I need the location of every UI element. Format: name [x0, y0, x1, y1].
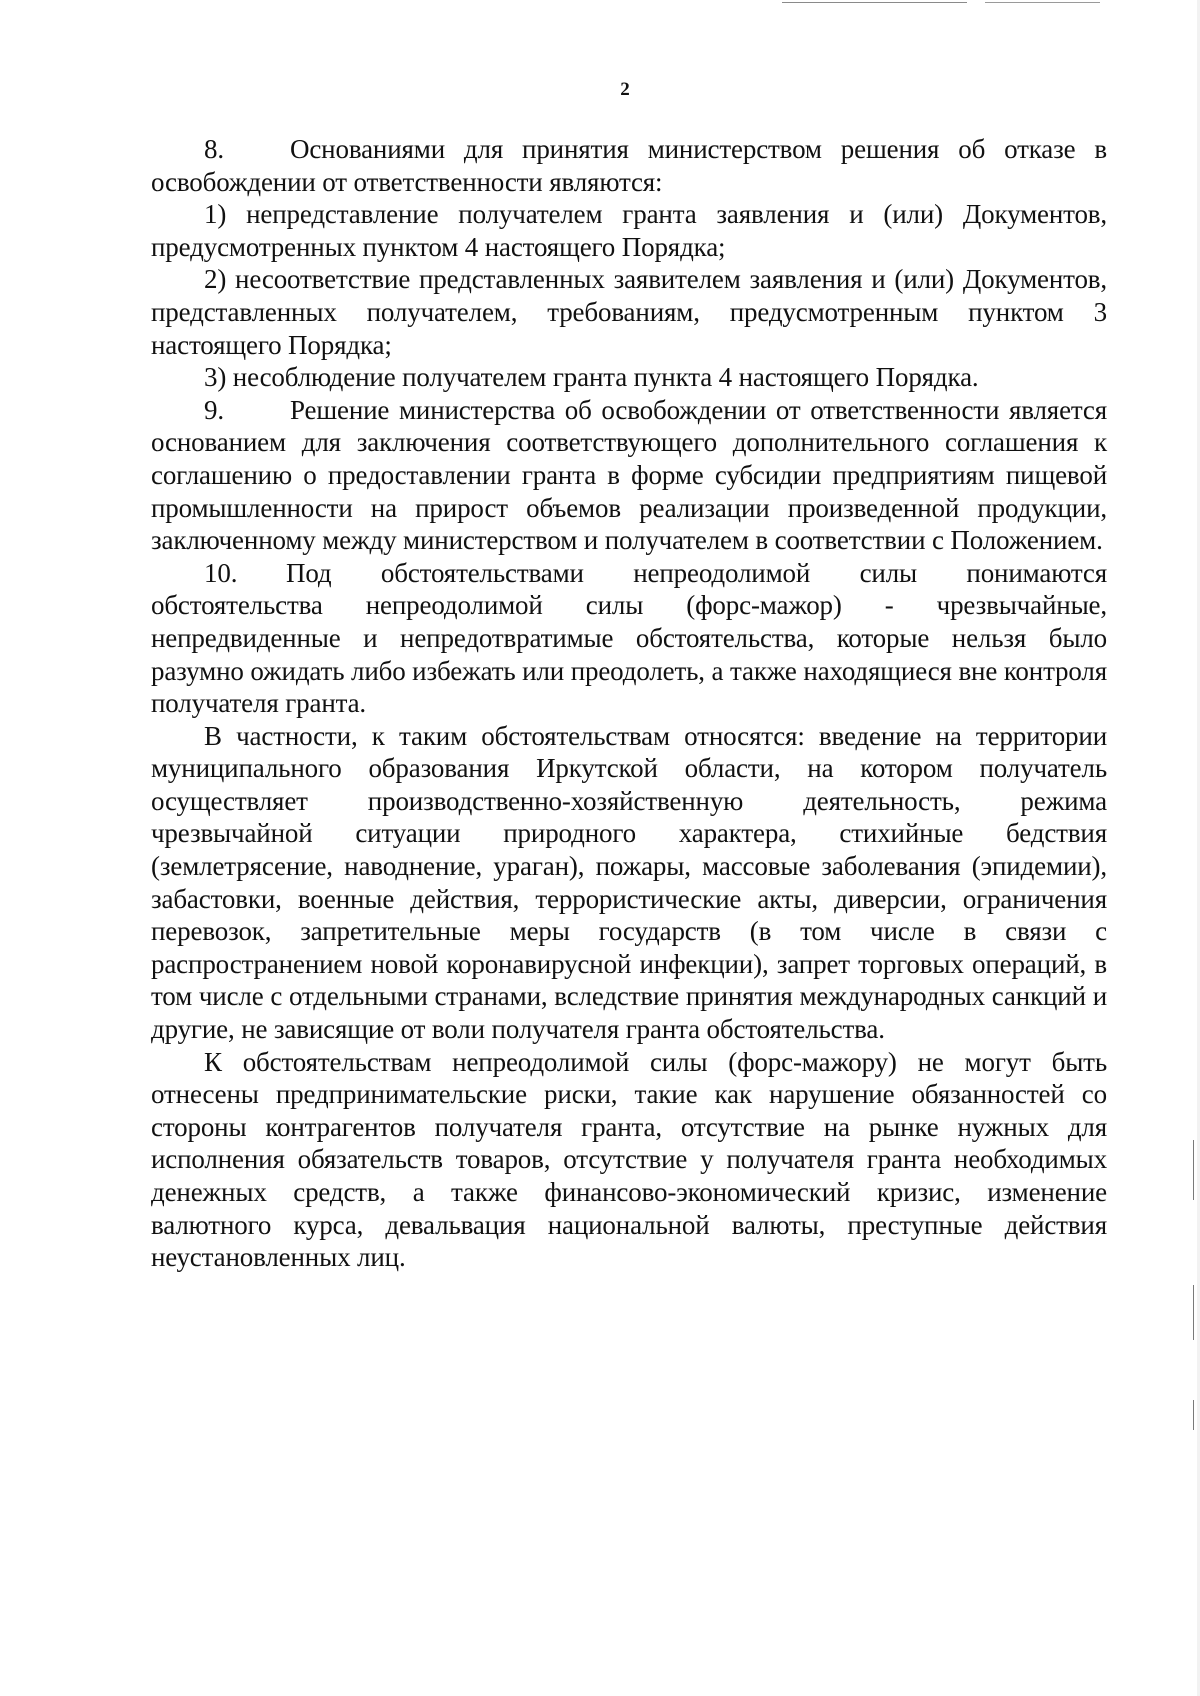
paragraph-8-item-2: 2) несоответствие представленных заявителем заявления и (или) Документов, представленных получателем, требованиям, предусмотренным пунктом 3 настоящего Порядка;	[151, 264, 1107, 360]
paragraph-text: Основаниями для принятия министерством решения об отказе в освобождении от ответственности являются:	[151, 134, 1107, 197]
paragraph-8-item-3: 3) несоблюдение получателем гранта пункта 4 настоящего Порядка.	[204, 362, 979, 393]
paragraph-8-item-1: 1) непредставление получателем гранта заявления и (или) Документов, предусмотренных пунктом 4 настоящего Порядка;	[151, 199, 1107, 262]
paragraph-number: 9.	[204, 394, 224, 425]
paragraph-number: 8.	[204, 134, 224, 164]
paragraph-10	[151, 557, 1107, 720]
scan-artifact-top-line	[985, 2, 1100, 3]
page-number: 2	[620, 79, 630, 100]
paragraph-number: 10.	[204, 557, 238, 588]
scan-artifact-right-mark	[1193, 1140, 1194, 1200]
paragraph-10-detail: В частности, к таким обстоятельствам относятся: введение на территории муниципального образования Иркутской области, на котором получатель осуществляет производственно-хозяйственную деятельность, режима чрезвычайной ситуации природного характера, стихийные бедствия (землетрясение, наводнение, ураган), пожары, массовые заболевания (эпидемии), забастовки, военные действия, террористические акты, диверсии, ограничения перевозок, запретительные меры государств (в том числе в связи с распространением новой коронавирусной инфекции), запрет торговых операций, в том числе с отдельными странами, вследствие принятия международных санкций и другие, не зависящие от воли получателя гранта обстоятельства.	[151, 720, 1107, 1045]
paragraph-text: Решение министерства об освобождении от ответственности является основанием для заключения соответствующего дополнительного соглашения к соглашению о предоставлении гранта в форме субсидии предприятиям пищевой промышленности на прирост объемов реализации произведенной продукции, заключенному между министерством и получателем в соответствии с Положением.	[151, 394, 1107, 556]
scan-artifact-right-mark	[1193, 1285, 1194, 1340]
document-body	[151, 133, 1107, 1274]
scan-artifact-top-line	[782, 2, 967, 3]
scan-artifact-right-mark	[1193, 1400, 1194, 1430]
paragraph-9	[151, 394, 1107, 557]
paragraph-8	[151, 133, 1107, 198]
paragraph-10-exclusions: К обстоятельствам непреодолимой силы (форс-мажору) не могут быть отнесены предпринимательские риски, такие как нарушение обязанностей со стороны контрагентов получателя гранта, отсутствие на рынке нужных для исполнения обязательств товаров, отсутствие у получателя гранта необходимых денежных средств, а также финансово-экономический кризис, изменение валютного курса, девальвация национальной валюты, преступные действия неустановленных лиц.	[151, 1046, 1107, 1273]
paragraph-text: Под обстоятельствами непреодолимой силы понимаются обстоятельства непреодолимой силы (форс-мажор) - чрезвычайные, непредвиденные и непредотвратимые обстоятельства, которые нельзя было разумно ожидать либо избежать или преодолеть, а также находящиеся вне контроля получателя гранта.	[151, 557, 1107, 719]
